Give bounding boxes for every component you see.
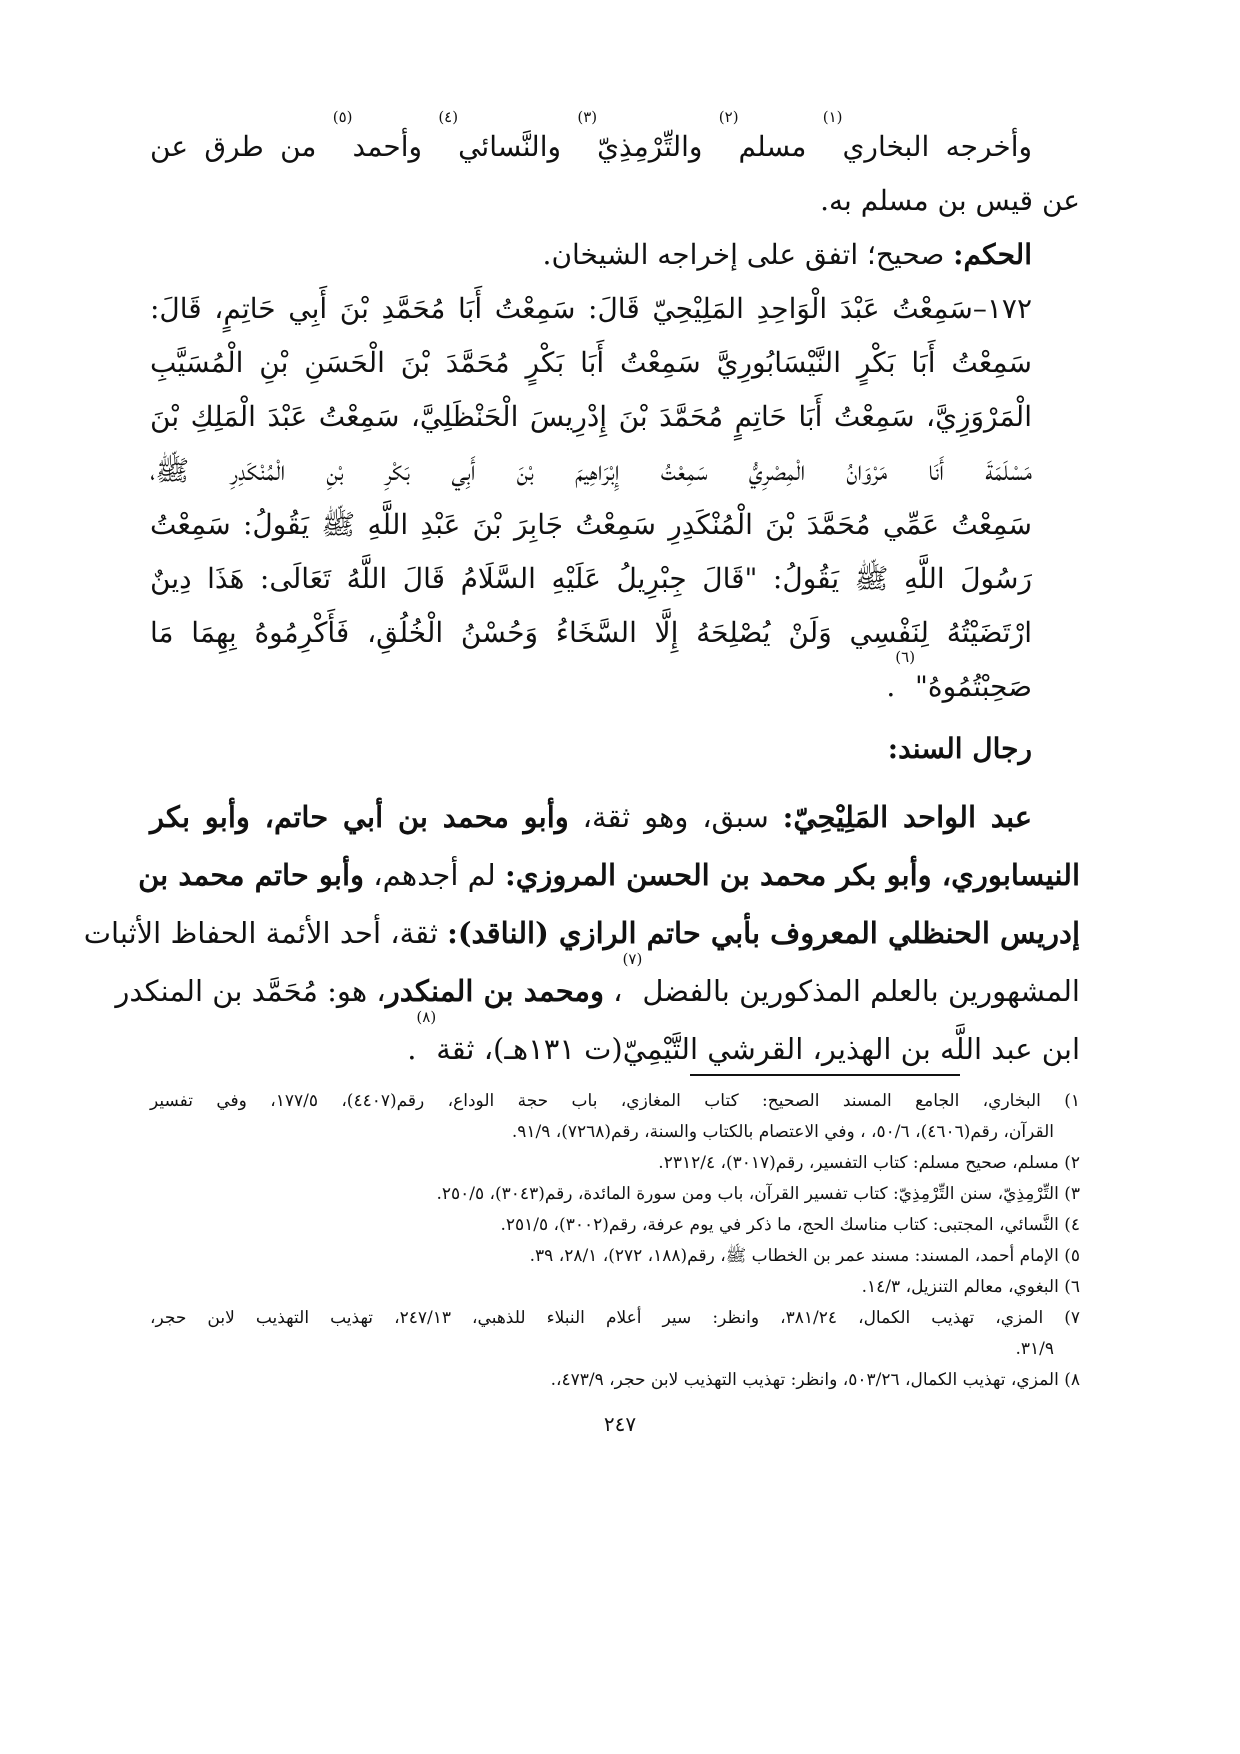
text-line: عبد الواحد المَلِيْحِيّ: سبق، وهو ثقة، وأبو محمد بن أبي حاتم، وأبو بكر	[150, 800, 1033, 834]
hadith-line: صَحِبْتُمُوهُ"$^{(٦)}$.	[886, 648, 1032, 703]
footnote: ٥) الإمام أحمد، المسند: مسند عمر بن الخطاب ﷺ، رقم(١٨٨، ٢٧٢)، ٢٨/١، ٣٩.	[529, 1246, 1080, 1266]
text-line: المشهورين بالعلم المذكورين بالفضل$^{(٧)}$، ومحمد بن المنكدر، هو: مُحَمَّد بن المنكدر	[115, 950, 1080, 1008]
page-number: ٢٤٧	[603, 1412, 637, 1436]
footnote: ٨) المزي، تهذيب الكمال، ٥٠٣/٢٦، وانظر: تهذيب التهذيب لابن حجر، ٤٧٣/٩،.	[550, 1370, 1080, 1390]
footnote: القرآن، رقم(٤٦٠٦)، ٥٠/٦، ، وفي الاعتصام بالكتاب والسنة، رقم(٧٢٦٨)، ٩١/٩.	[511, 1122, 1054, 1142]
footnote: ٤) النَّسائي، المجتبى: كتاب مناسك الحج، ما ذكر في يوم عرفة، رقم(٣٠٠٢)، ٢٥١/٥.	[500, 1215, 1080, 1235]
hadith-line: مَسْلَمَةَ أَنَا مَرْوَانُ الْمِصْرِيُّ سَمِعْتُ إِبْرَاهِيمَ بْنَ أَبِي بَكْرِ بْنِ الْمُنْكَدِرِ ﷺ،	[150, 454, 1032, 487]
hadith-line: ١٧٢–سَمِعْتُ عَبْدَ الْوَاحِدِ المَلِيْحِيّ قَالَ: سَمِعْتُ أَبَا مُحَمَّدِ بْنَ أَبِي حَاتِمٍ، قَالَ:	[150, 292, 1032, 325]
footnote-separator	[690, 1074, 960, 1076]
footnote: ٦) البغوي، معالم التنزيل، ١٤/٣.	[861, 1277, 1080, 1297]
text-line: النيسابوري، وأبو بكر محمد بن الحسن المروزي: لم أجدهم، وأبو حاتم محمد بن	[138, 858, 1080, 892]
text-line: وأخرجه البخاري$^{(١)}$ مسلم$^{(٢)}$ والتِّرْمِذِيّ$^{(٣)}$ والنَّسائي$^{(٤)}$ وأحمد$^{(٥)}$ من طرق عن	[150, 108, 1033, 163]
footnote: ٧) المزي، تهذيب الكمال، ٣٨١/٢٤، وانظر: سير أعلام النبلاء للذهبي، ٢٤٧/١٣، تهذيب التهذيب لابن حجر،	[150, 1308, 1081, 1328]
hadith-line: الْمَرْوَزِيَّ، سَمِعْتُ أَبَا حَاتِمٍ مُحَمَّدَ بْنَ إِدْرِيسَ الْحَنْظَلِيَّ، سَمِعْتُ عَبْدَ الْمَلِكِ بْنَ	[150, 400, 1032, 433]
hadith-line: رَسُولَ اللَّهِ ﷺ يَقُولُ: "قَالَ جِبْرِيلُ عَلَيْهِ السَّلَامُ قَالَ اللَّهُ تَعَالَى: هَذَا دِينٌ	[150, 562, 1032, 595]
footnote: ٣١/٩.	[1015, 1339, 1054, 1359]
hadith-line: سَمِعْتُ أَبَا بَكْرٍ النَّيْسَابُورِيَّ سَمِعْتُ أَبَا بَكْرٍ مُحَمَّدَ بْنَ الْحَسَنِ بْنِ الْمُسَيَّبِ	[150, 346, 1032, 379]
rijal-paragraph	[83, 788, 1080, 1078]
hadith-line: ارْتَضَيْتُهُ لِنَفْسِي وَلَنْ يُصْلِحَهُ إِلَّا السَّخَاءُ وَحُسْنُ الْخُلُقِ، فَأَكْرِمُوهُ بِهِمَا مَا	[150, 616, 1032, 649]
rijal-heading: رجال السند:	[887, 732, 1032, 765]
text-line: إدريس الحنظلي المعروف بأبي حاتم الرازي (الناقد): ثقة، أحد الأئمة الحفاظ الأثبات	[83, 916, 1080, 950]
footnote: ٣) التِّرْمِذِيّ، سنن التِّرْمِذِيّ: كتاب تفسير القرآن، باب ومن سورة المائدة، رقم(٣٠٤٣)، ٢٥٠/٥.	[436, 1184, 1080, 1204]
footnote: ١) البخاري، الجامع المسند الصحيح: كتاب المغازي، باب حجة الوداع، رقم(٤٤٠٧)، ١٧٧/٥، وفي تفسير	[150, 1091, 1080, 1111]
text-line: ابن عبد اللَّه بن الهذير، القرشي التَّيْمِيّ(ت ١٣١هـ)، ثقة$^{(٨)}$.	[407, 1008, 1080, 1066]
hukm-line: الحكم: صحيح؛ اتفق على إخراجه الشيخان.	[542, 238, 1032, 271]
main-text	[83, 108, 1080, 1078]
takhrij-paragraph	[150, 108, 1080, 228]
footnotes	[150, 1086, 1080, 1396]
hadith-line: سَمِعْتُ عَمِّي مُحَمَّدَ بْنَ الْمُنْكَدِرِ سَمِعْتُ جَابِرَ بْنَ عَبْدِ اللَّهِ ﷺ يَقُولُ: سَمِعْتُ	[150, 508, 1032, 541]
footnote: ٢) مسلم، صحيح مسلم: كتاب التفسير، رقم(٣٠١٧)، ٢٣١٢/٤.	[658, 1153, 1080, 1173]
text-line: عن قيس بن مسلم به.	[820, 184, 1080, 217]
hadith-172	[150, 282, 1080, 714]
